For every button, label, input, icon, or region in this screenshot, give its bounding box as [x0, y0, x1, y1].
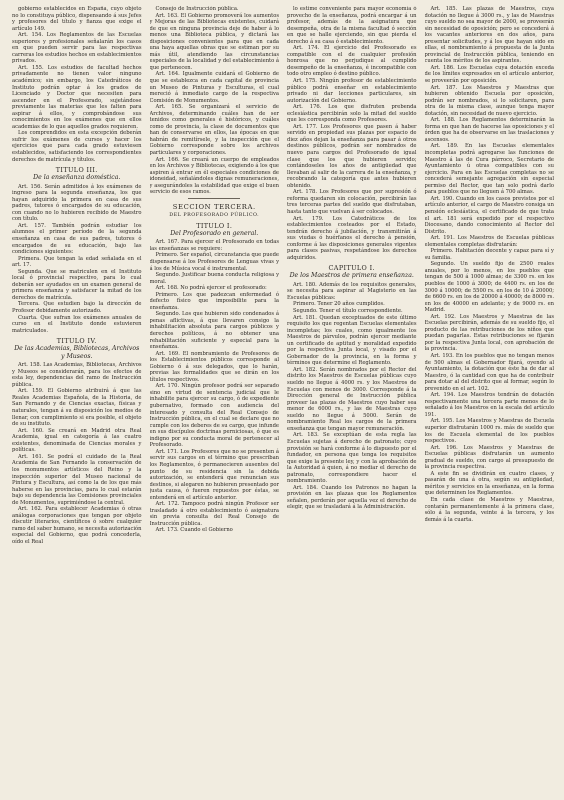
paragraph: Art. 163. El Gobierno promoverá los aumentos y Mejoras de las Bibliotecas existentes, cuidará de que en ninguna provincia deje de haber á lo menos una Biblioteca pública, y dictará las disposiciones convenientes para que en cada una haya aquellas obras que se estiman por su más útil, atendiendo las circunstancias especiales de la localidad y del establecimiento á que pertenecen.: [149, 12, 279, 71]
paragraph: Art. 195. Los Maestros y Maestras de Escuela superior disfrutarán 1000 rs. más de sueldo que los de Escuela elemental de los pueblos respectivos.: [424, 418, 554, 445]
paragraph: Primero. Tener 20 años cumplidos.: [293, 301, 385, 308]
divider: [188, 198, 240, 199]
paragraph: Primero. Ser español, circunstancia que puede dispensarse á los Profesores de Lenguas vivas y á los de Música vocal é instrumental.: [149, 252, 279, 272]
paragraph: Art. 178. Los Profesores que por supresión ó reforma quedaren sin colocación, percibirán las tres terceras partes del sueldo que disfrutaban, hasta tanto que vuelvan á ser colocados.: [287, 189, 417, 215]
col4-block1: [425, 6, 555, 523]
paragraph: Art. 171. Los Profesores que no se presenten á servir sus cargos en el término que prescriban los Reglamentos, ó permanecieren ausentes del punto de su residencia sin la debida autorización, se entenderá que renuncian sus destinos, si alegaren no hubieren presentado por justa causa, ó fueren repuestos por éstas, se entenderá en el artículo anterior.: [149, 448, 279, 501]
paragraph: Art. 189. En las Escuelas elementales incompletas podrá agregarse las funciones de Maestro á las de Cura párroco, Secretario de Ayuntamiento ú otras compatibles con su ejercicio. Para en las Escuelas completas no se concederá semejante agregación sin especial permiso del Rector, que tan solo podrá darlo para pueblos que no lleguen á 700 almas.: [424, 143, 554, 196]
title-heading-number: TITULO IV.: [56, 337, 97, 346]
paragraph: Art. 157. También podrán estudiar los alumnos el primer período de la segunda enseñanza en casa de sus padres, tutores ó encargados de su educación, bajo las condiciones siguientes:: [12, 222, 142, 256]
paragraph: Art. 155. Los estudios de facultad hechos privadamente no tienen valor ninguno académico; sin embargo, los Catedráticos de Instituto podrán optar á los grados de Licenciado y Doctor que necesiten para ascender en el Profesorado, sujetándose previamente las materias que les falten para aspirar á ellos, y comprobándose sus conocimientos en los exámenes que en ellos academias de lo que aquellos grados requieren.: [12, 64, 142, 130]
paragraph: Segundo. Los que hubieren sido condenados á penas aflictivas, á que llevaren consigo la inhabilitación absoluta para cargos públicos y derechos políticos, á no obtener una rehabilitación suficiente y especial para la enseñanza.: [149, 311, 279, 351]
section-title: SECCION TERCERA.: [172, 202, 256, 211]
column-4: [425, 6, 555, 794]
paragraph: A este fin se dividirán en cuatro clases, y pasarán de una á otra, según su antigüedad, méritos y servicios en la enseñanza, en la forma que determinen los Reglamentos.: [424, 470, 554, 497]
paragraph: Art. 179. Los Catedráticos de los establecimientos costeados por el Estado, tendrán derecho á jubilación, y transmitirán á sus viudas ó huérfanos el derecho á pensión, conforme á las disposiciones generales vigentes para clases pasivas, respetándose los derechos adquiridos.: [287, 215, 417, 261]
title-heading: [150, 222, 280, 238]
paragraph: Tercera. Que estudien bajo la dirección de Profesor debidamente autorizado.: [12, 301, 142, 315]
title-heading-number: TITULO I.: [196, 221, 233, 230]
paragraph: Art. 175. Ningún profesor de establecimiento público podrá enseñar en establecimiento privado ni dar lecciones particulares, sin autorización del Gobierno.: [287, 78, 417, 104]
chapter-heading-subtitle: De los Maestros de primera enseñanza.: [289, 272, 414, 280]
title-heading-subtitle: De las Academias, Bibliotecas, Archivos y Museos.: [14, 345, 140, 360]
paragraph: Art. 172. Tampoco podrá ningún Profesor ser trasladado á otro establecimiento ó asignatura sin previa consulta del Real Consejo de Instrucción pública.: [149, 501, 279, 527]
column-3: [287, 6, 417, 794]
paragraph: Art. 156. Serán admitidos á los exámenes de ingreso para la segunda enseñanza, los que hayan adquirido la primera en casa de sus padres, tutores ó encargados de su educación, con cuando no lo hubieren recibido de Maestro con título.: [12, 183, 142, 223]
paragraph: Segunda. Que se matriculen en el Instituto local ó provincial respectivo, para lo cual deberán ser ayudados en un examen general de primera enseñanza y satisfacer la mitad de los derechos de matrícula.: [12, 268, 142, 301]
col1-block1: [12, 6, 142, 163]
paragraph: gobierno establecidos en España, cuyo objeto no lo constituya público, dispensando á sus Jefes y profesores del título y fianza que exige el artículo 149.: [12, 6, 142, 32]
col1-block2: [12, 184, 142, 335]
paragraph: Art. 186. Los Escuelas cuya dotación exceda de los límites expresados en el artículo anterior, se proveerán por oposición.: [424, 64, 554, 85]
paragraph: Art. 177. Los Profesores que pasen á haber servido en propiedad sus plazas por espacio de diez años dejan la enseñanza para pasar á otros destinos públicos, podrán ser nombrados de nuevo para cargos del Profesorado de igual clase que los que hubieren servido; contándoseles los años de antigüedad que llevaban al salir de la carrera de la enseñanza, y recobrando la categoría que antes hubieren obtenido.: [287, 123, 417, 189]
paragraph: Art. 160. Se creará en Madrid otra Real Academia, igual en categoría á las cuatro existentes, denominada de Ciencias morales y políticas.: [12, 427, 142, 454]
paragraph: Art. 173. Cuando el Gobierno: [155, 527, 233, 534]
paragraph: lo estime conveniente para mayor economía ó provecho de la enseñanza, podrá encargar á un profesor, además de la asignatura que desempeña, otra de la misma facultad ó sección en que se halle ejerciendo, sin que pierda el derecho á su casa ó establecimiento.: [287, 6, 417, 45]
paragraph: Art. 185. Las plazas de Maestros, cuya dotación no llegue á 3000 rs., y las de Maestras cuyo sueldo no sea mayor de 2000, se proveerán sin necesidad de oposición; pero se concederá á los vacantes anteriores en dos años, para presentar solicitudes, y á los que hayan sido en ellas, el nombramiento á propuesta de la Junta provincial de Instrucción pública, teniendo en cuenta los méritos de los aspirantes.: [424, 6, 554, 65]
paragraph: Primero. Habitación decente y capaz para sí y su familia.: [424, 248, 554, 261]
paragraph: Cuarta. Que sufran los exámenes anuales de curso en el Instituto donde estuvieren matriculados.: [12, 314, 142, 334]
col2-block2: [150, 239, 280, 534]
title-heading: [12, 166, 142, 182]
title-heading-number: TITULO III.: [55, 166, 98, 175]
paragraph: Art. 159. El Gobierno atribuirá á que las Reales Academias Española, de la Historia, de San Fernando y de Ciencias exactas, físicas y naturales, tengan á su disposición los medios de llenar, con cumplimiento si era posible, el objeto de su instituto.: [12, 388, 142, 428]
chapter-heading-number: CAPITULO I.: [328, 264, 375, 273]
paragraph: Art. 184. Cuando los Patronos no hagan la provisión en las plazas que los Reglamentos señalen, perderán por aquella vez el derecho de elegir, que se trasladará á la Administración.: [287, 484, 417, 511]
paragraph: Art. 193. En los pueblos que no tengan menos de 500 almas el Gobernador fijará, oyendo al Ayuntamiento, la dotación que éste ha de dar al Maestro, ó la cantidad con que ha de contribuir para dotar al del distrito que al formar, según lo prevenido en el art. 102.: [424, 352, 554, 392]
paragraph: Segundo. Justificar buena conducta religiosa y moral.: [149, 272, 279, 285]
paragraph: Art. 158. Las Academias, Bibliotecas, Archivos y Museos se considerarán, para los efectos de esta ley, dependencias del ramo de Instrucción pública.: [12, 362, 142, 388]
paragraph: Art. 168. No podrá ejercer el profesorado:: [155, 285, 267, 292]
paragraph: Los comprendidos en esta excepción deberán sufrir los exámenes de cursos y hacer los ejercicios que para cada grado estuviesen establecidos, satisfaciendo los correspondientes derechos de matrícula y títulos.: [12, 130, 142, 163]
paragraph: Art. 170. Ningún profesor podrá ser separado sino en virtud de sentencia judicial que le inhabilite para ejercer su cargo, ó de expediente gubernativo, formado con audiencia del interesado y consulta del Real Consejo de Instrucción pública, en el cual se declare que no cumple con los deberes de su cargo, que infunde en sus discípulos doctrinas perniciosas, ó que es indigno por su conducta moral de pertenecer al Profesorado.: [149, 383, 279, 449]
column-1: [12, 6, 142, 794]
paragraph: Primera. Que tengan la edad señalada en el art. 17.: [12, 255, 142, 269]
paragraph: Art. 166. Se creará un cuerpo de empleados en los Archivos y Bibliotecas, exigiendo á los que aspiren á entrar en él especiales condiciones de idoneidad, señalándoles dignas remuneraciones, y asegurándoles la estabilidad que exige el buen servicio de esos ramos.: [149, 156, 279, 196]
chapter-heading: [287, 264, 417, 280]
paragraph: En cada clase de Maestros y Maestras, contarán permanentemente á la primera clase, sólo á la segunda, veinte á la tercera, y los demás á la cuarta.: [424, 497, 554, 523]
paragraph: Art. 167. Para ejercer el Profesorado en todas las enseñanzas se requiere:: [149, 239, 279, 252]
paragraph: Art. 176. Los que disfruten prebenda eclesiástica percibirán solo la mitad del sueldo que les corresponda como Profesores.: [287, 104, 417, 124]
paragraph: Art. 191. Los Maestros de Escuelas públicas elementales completas disfrutarán:: [424, 235, 554, 248]
paragraph: Art. 188. Los Reglamentos determinarán la forma en que han de hacerse las oposiciones y el órden que ha de observarse en las traslaciones y ascensos.: [424, 117, 554, 143]
title-heading-subtitle: De la enseñanza doméstica.: [33, 174, 121, 182]
paragraph: Art. 196. Los Maestros y Maestras de Escuelas públicas disfrutarán un aumento gradual de sueldo, con cargo al presupuesto de la provincia respectiva.: [424, 444, 554, 471]
paragraph: Art. 192. Los Maestros y Maestras de las Escuelas percibirán, además de su sueldo fijo, el producto de las retribuciones de los niños que puedan pagarlas. Estas retribuciones se fijarán por la respectiva Junta local, con aprobación de la provincia.: [424, 313, 554, 353]
paragraph: Segundo. Un sueldo fijo de 2500 reales anuales, por lo menos, en los pueblos que tengan de 500 á 1000 almas; de 3300 rs. en los pueblos de 1000 á 3000; de 4400 rs. en los de 3000 á 10000; de 5500 rs. en los de 10 á 20000; de 6600 rs. en los de 20000 á 40000; de 8000 rs. en los de 40000 en adelante; y de 9000 rs. en Madrid.: [424, 261, 554, 314]
paragraph: Art. 154. Los Reglamentos de las Escuelas superiores y profesionales señalarán los casos en que pueden servir para las respectivas carreras los estudios hechos en establecimientos privados.: [12, 32, 142, 65]
paragraph: Art. 165. Se organizará el servicio de Archivos, determinando cuáles han de ser tenidos como generales é históricos, y cuáles como de provincia, la clase de documentos que han de conservarse en ellos, las épocas en que habrán de remitírsele, y la inspección que el Gobierno corresponde sobre los archivos particulares y corporaciones.: [149, 104, 279, 157]
paragraph: Art. 182. Serán nombrados por el Rector del distrito los Maestros de Escuelas públicas cuyo sueldo no llegue á 4000 rs. y los Maestros de Escuelas con menos de 3000. Corresponde á la Dirección general de Instrucción pública proveer las plazas de Maestros cuyo haber sea menor de 6000 rs., y las de Maestras cuyo sueldo no llegue á 5000. Serán de nombramiento Real los cargos de la primera enseñanza que tengan mayor remuneración.: [287, 366, 417, 432]
section-subtitle: DEL PROFESORADO PÚBLICO.: [169, 212, 260, 218]
column-2: [150, 6, 280, 794]
paragraph: Art. 169. El nombramiento de Profesores de los Establecimientos públicos corresponde al Gobierno ó á sus delegados, que lo harán, previas las formalidades que se dirán en los títulos respectivos.: [149, 350, 279, 383]
paragraph: Consejo de Instrucción pública.: [155, 6, 239, 12]
paragraph: Art. 161. Se podrá el cuidado de la Real Academia de San Fernando la conservación de los monumentos artísticos del Reino y la inspección superior del Museo nacional de Pintura y Escultura, así como la de los que más haberse en las provincias, para lo cual estarán bajo su dependencia las Comisiones provinciales de Monumentos, suprimiéndose la central.: [12, 453, 142, 506]
col3-block1: [287, 6, 417, 261]
title-heading: [12, 337, 142, 360]
paragraph: Primero. Los que padezcan enfermedad ó defecto físico que imposibilite para la enseñanza.: [149, 291, 279, 311]
paragraph: Art. 190. Cuando en los casos previstos por el artículo anterior, el cargo de Maestro consiga un pensión eclesiástica, el certificado de que trata el art. 181 será expedido por el respectivo Diocesano, dando conocimiento al Rector del Distrito.: [424, 195, 554, 235]
paragraph: Art. 194. Los Maestros tendrán de dotación respectivamente una tercera parte menos de lo señalado á los Maestros en la escala del artículo 191.: [424, 392, 554, 418]
col1-block3: [12, 362, 142, 545]
paragraph: Segundo. Tener el título correspondiente.: [293, 308, 403, 315]
paragraph: Art. 174. El ejercicio del Profesorado es compatible con el de cualquier profesión honrosa que no perjudique al cumplido desempeño de la enseñanza, é incompatible con todo otro empleo ó destino público.: [287, 45, 417, 78]
paragraph: Art. 181. Quedan exceptuados de este último requisito los que regentan Escuelas elementales incompletas; los cuales, como igualmente los Maestros de párvulos, podrán ejercer mediante un certificado de aptitud y moralidad expedido por la respectiva Junta local, y visado por el Gobernador de la provincia, en la forma y términos que determine el Reglamento.: [287, 314, 417, 367]
col2-block1: [150, 6, 280, 196]
paragraph: Art. 162. Para establecer Academias ó otras análogas corporaciones que tengan por objeto discutir literarios, científicos ó sobre cualquier ramo del saber humano, se necesita autorización especial del Gobierno, que podrá concederla, oído el Real: [12, 506, 142, 545]
paragraph: Art. 187. Los Maestros y Maestras que hubieren obtenido Escuela por oposición, podrán ser nombrados, si lo solicitaren, para otra de la misma clase, aunque tenga mayor dotación, sin necesidad de nuevo ejercicio.: [424, 84, 554, 117]
col3-block2: [287, 282, 417, 511]
paragraph: Art. 164. Igualmente cuidará el Gobierno de que se establezca en cada capital de provincia un Museo de Pinturas y Esculturas, el cual mereció á inmediato cargo de la respectiva Comisión de Monumentos.: [149, 71, 279, 104]
paragraph: Art. 183. Se exceptúan de esta regla las Escuelas sujetas á derecho de patronato; cuyo provisión se hará conforme á lo dispuesto por el fundador, en persona que tenga los requisitos que exige la presente ley, y con la aprobación de la Autoridad á quien, á no mediar el derecho de patronato, correspondiere hacer el nombramiento.: [287, 432, 417, 485]
paragraph: Art. 180. Además de los requisitos generales, se necesita para aspirar al Magisterio en las Escuelas públicas:: [287, 281, 417, 301]
title-heading-subtitle: Del Profesorado en general.: [170, 229, 259, 237]
